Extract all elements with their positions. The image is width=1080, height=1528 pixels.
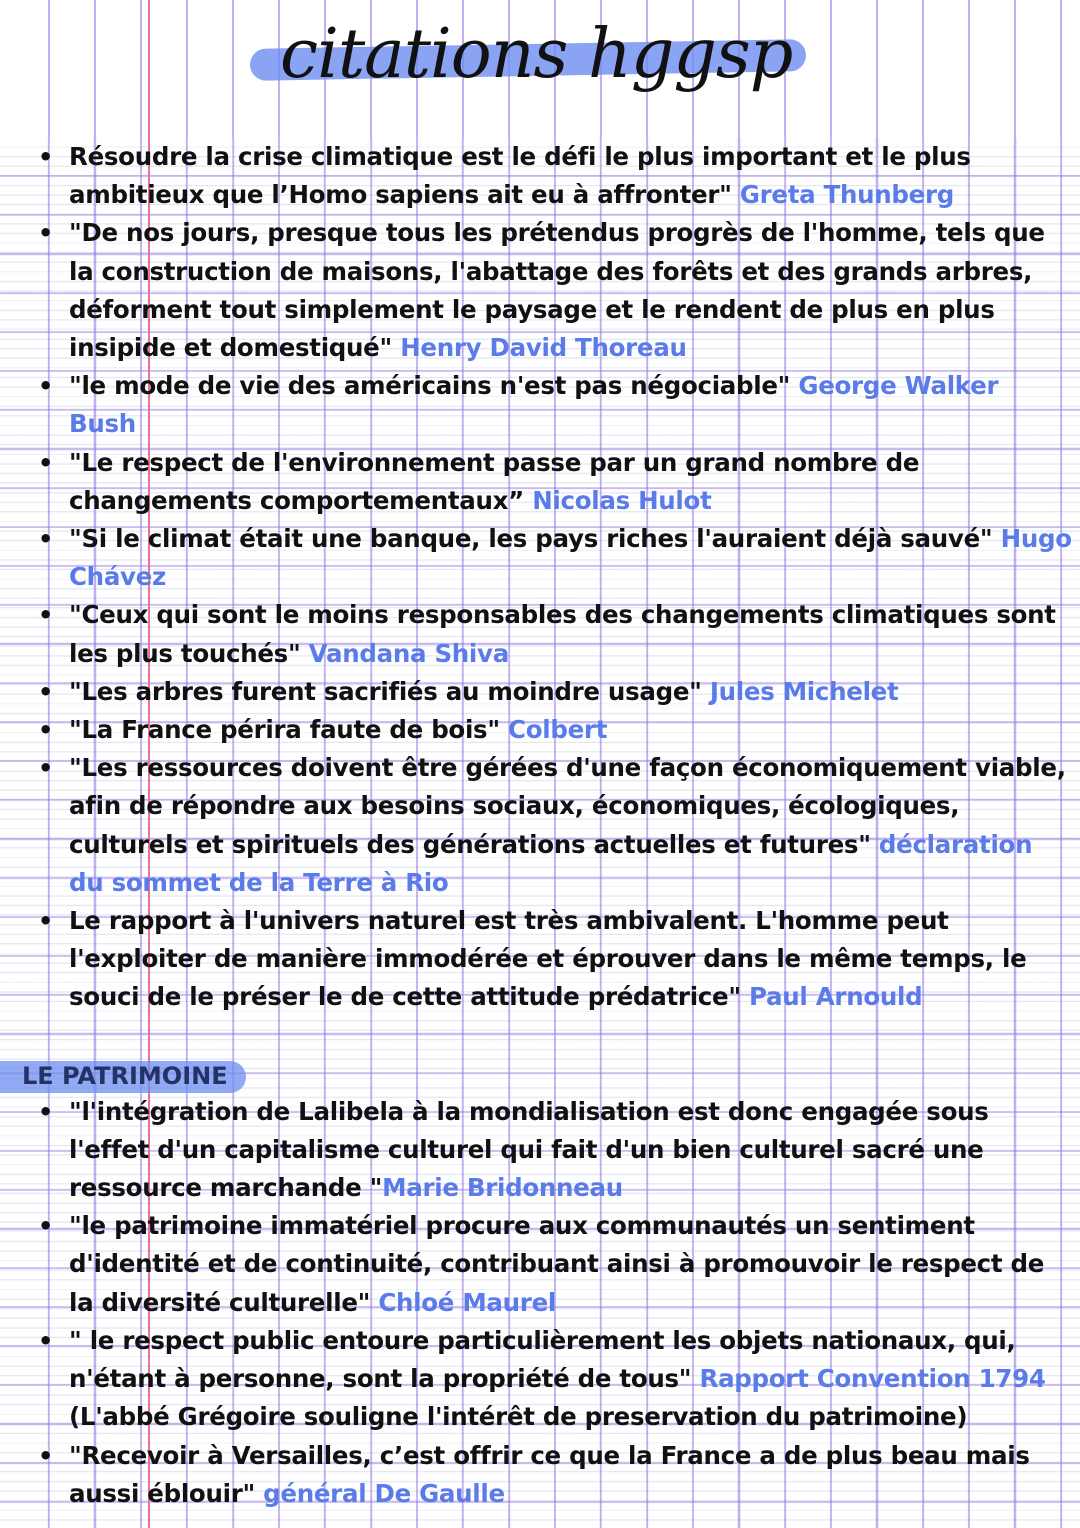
bullet-icon: • <box>38 1441 54 1470</box>
bullet-icon: • <box>38 677 54 706</box>
bullet-icon: • <box>38 448 54 477</box>
quote-text: "La France périra faute de bois" <box>69 715 509 745</box>
quote-item <box>0 1437 1080 1513</box>
quote-list <box>0 138 1080 1017</box>
bullet-icon: • <box>38 907 54 936</box>
bullet-icon: • <box>38 716 54 745</box>
quote-author: Colbert <box>508 715 608 745</box>
quote-author: Greta Thunberg <box>739 180 955 210</box>
quote-text: "Si le climat était une banque, les pays riches l'auraient déjà sauvé" <box>69 524 1001 554</box>
patrimoine-quote-list <box>0 1093 1080 1513</box>
quote-text: "Recevoir à Versailles, c’est offrir ce que la France a de plus beau mais aussi éblouir" <box>69 1440 1030 1508</box>
quote-item <box>0 520 1080 596</box>
quote-note: (L'abbé Grégoire souligne l'intérêt de preservation du patrimoine) <box>69 1402 968 1432</box>
quote-author: George Walker Bush <box>69 371 999 439</box>
quote-item <box>0 749 1080 902</box>
quote-item <box>0 367 1080 443</box>
bullet-icon: • <box>38 372 54 401</box>
quote-text: "Le respect de l'environnement passe par un grand nombre de changements comportementaux” <box>69 447 920 515</box>
quote-item <box>0 596 1080 672</box>
bullet-icon: • <box>38 1097 54 1126</box>
quote-author: Nicolas Hulot <box>532 485 712 515</box>
section-title: LE PATRIMOINE <box>22 1061 228 1090</box>
quote-author: déclaration du sommet de la Terre à Rio <box>69 829 1033 897</box>
quote-author: Chloé Maurel <box>378 1287 556 1317</box>
quote-text: Le rapport à l'univers naturel est très ambivalent. L'homme peut l'exploiter de manière immodérée et éprouver dans le même temps, le souci de le préser le de cette attitude prédatrice" <box>69 906 1027 1012</box>
section-heading <box>0 1055 1080 1093</box>
quote-item <box>0 711 1080 749</box>
quote-text: Résoudre la crise climatique est le défi le plus important et le plus ambitieux que l’Homo sapiens ait eu à affronter" <box>69 142 971 210</box>
quote-text: "Les ressources doivent être gérées d'une façon économiquement viable, afin de répondre aux besoins sociaux, économiques, écologiques, culturels et spirituels des générations actuelles et futures" <box>69 753 1066 859</box>
quote-author: Henry David Thoreau <box>400 333 687 363</box>
quote-author: général De Gaulle <box>263 1478 505 1508</box>
quote-text: "l'intégration de Lalibela à la mondialisation est donc engagée sous l'effet d'un capitalisme culturel qui fait d'un bien culturel sacré une ressource marchande " <box>69 1096 989 1203</box>
bullet-icon: • <box>38 525 54 554</box>
quote-item <box>0 138 1080 214</box>
quote-text: "le mode de vie des américains n'est pas négociable" <box>69 371 799 401</box>
quote-item <box>0 214 1080 367</box>
bullet-icon: • <box>38 219 54 248</box>
bullet-icon: • <box>38 1212 54 1241</box>
quote-text: "le patrimoine immatériel procure aux communautés un sentiment d'identité et de continuité, contribuant ainsi à promouvoir le respect de la diversité culturelle" <box>69 1211 1045 1317</box>
bullet-icon: • <box>38 754 54 783</box>
bullet-icon: • <box>38 601 54 630</box>
quote-author: Vandana Shiva <box>308 638 509 668</box>
quote-item <box>0 1093 1080 1208</box>
content <box>0 138 1080 1513</box>
quote-text: " le respect public entoure particulièrement les objets nationaux, qui, n'étant à personne, sont la propriété de tous" <box>69 1325 1016 1394</box>
title-block <box>250 0 810 140</box>
quote-item <box>0 1207 1080 1322</box>
quote-author: Marie Bridonneau <box>382 1173 623 1203</box>
quote-author: Rapport Convention 1794 <box>699 1364 1046 1394</box>
quote-item <box>0 444 1080 520</box>
quote-author: Jules Michelet <box>709 676 899 706</box>
quote-text: "De nos jours, presque tous les prétendus progrès de l'homme, tels que la construction de maisons, l'abattage des forêts et des grands arbres, déforment tout simplement le paysage et le rendent de plus en plus insipide et domestiqué" <box>69 218 1045 363</box>
page-title: citations hggsp <box>280 15 793 94</box>
bullet-icon: • <box>38 143 54 171</box>
quote-item <box>0 902 1080 1017</box>
quote-item <box>0 673 1080 711</box>
quote-author: Hugo Chávez <box>69 524 1072 592</box>
quote-author: Paul Arnould <box>749 982 923 1012</box>
quote-text: "Les arbres furent sacrifiés au moindre usage" <box>69 676 710 706</box>
bullet-icon: • <box>38 1326 54 1355</box>
quote-text: "Ceux qui sont le moins responsables des changements climatiques sont les plus touchés" <box>69 600 1056 668</box>
quote-item <box>0 1322 1080 1437</box>
